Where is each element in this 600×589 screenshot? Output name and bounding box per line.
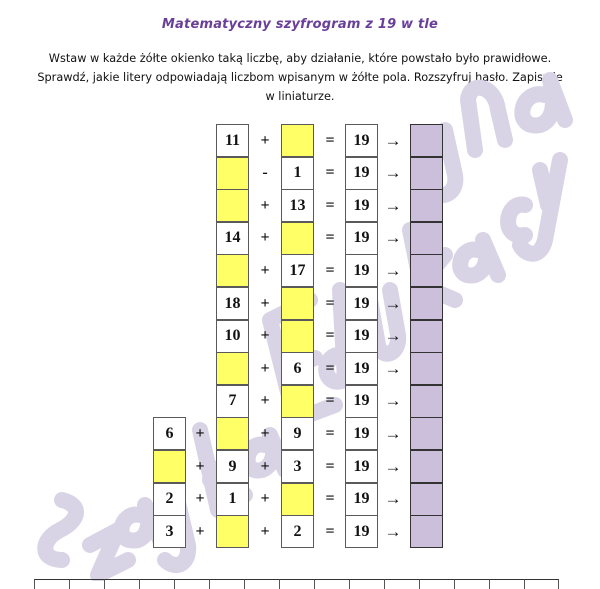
number-box: 18 bbox=[216, 287, 249, 320]
arrow-right-icon: → bbox=[384, 423, 402, 443]
equals-sign: = bbox=[325, 196, 335, 214]
number-box: 6 bbox=[153, 417, 186, 450]
number-box: 14 bbox=[216, 222, 249, 255]
letter-box[interactable] bbox=[410, 417, 443, 450]
equals-sign: = bbox=[325, 359, 335, 377]
answer-input-box[interactable] bbox=[216, 417, 249, 450]
plus-sign: + bbox=[260, 359, 270, 377]
result-box: 19 bbox=[345, 157, 378, 190]
equals-sign: = bbox=[325, 131, 335, 149]
arrow-right-icon: → bbox=[384, 521, 402, 541]
arrow-right-icon: → bbox=[384, 489, 402, 509]
plus-sign: + bbox=[260, 229, 270, 247]
equals-sign: = bbox=[325, 522, 335, 540]
result-box: 19 bbox=[345, 385, 378, 418]
arrow-right-icon: → bbox=[384, 358, 402, 378]
result-box: 19 bbox=[345, 483, 378, 516]
equals-sign: = bbox=[325, 424, 335, 442]
letter-box[interactable] bbox=[410, 157, 443, 190]
worksheet-title: Matematyczny szyfrogram z 19 w tle bbox=[161, 17, 439, 32]
plus-sign: + bbox=[260, 392, 270, 410]
result-box: 19 bbox=[345, 254, 378, 287]
arrow-right-icon: → bbox=[384, 195, 402, 215]
answer-input-box[interactable] bbox=[153, 450, 186, 483]
arrow-right-icon: → bbox=[384, 130, 402, 150]
plus-sign: + bbox=[195, 424, 205, 442]
letter-box[interactable] bbox=[410, 222, 443, 255]
arrow-right-icon: → bbox=[384, 293, 402, 313]
arrow-right-icon: → bbox=[384, 228, 402, 248]
plus-sign: + bbox=[195, 457, 205, 475]
letter-box[interactable] bbox=[410, 515, 443, 548]
number-box: 9 bbox=[216, 450, 249, 483]
answer-input-box[interactable] bbox=[216, 189, 249, 222]
minus-sign: - bbox=[262, 164, 268, 182]
plus-sign: + bbox=[260, 490, 270, 508]
answer-input-box[interactable] bbox=[281, 483, 314, 516]
number-box: 9 bbox=[281, 417, 314, 450]
arrow-right-icon: → bbox=[384, 391, 402, 411]
answer-input-box[interactable] bbox=[281, 287, 314, 320]
number-box: 1 bbox=[216, 483, 249, 516]
answer-input-box[interactable] bbox=[216, 352, 249, 385]
equals-sign: = bbox=[325, 327, 335, 345]
letter-box[interactable] bbox=[410, 352, 443, 385]
plus-sign: + bbox=[260, 457, 270, 475]
answer-input-box[interactable] bbox=[281, 385, 314, 418]
number-box: 2 bbox=[281, 515, 314, 548]
result-box: 19 bbox=[345, 287, 378, 320]
result-box: 19 bbox=[345, 189, 378, 222]
plus-sign: + bbox=[260, 196, 270, 214]
instructions-line-3: w liniaturze. bbox=[265, 90, 335, 103]
number-box: 11 bbox=[216, 124, 249, 157]
number-box: 3 bbox=[281, 450, 314, 483]
arrow-right-icon: → bbox=[384, 260, 402, 280]
equals-sign: = bbox=[325, 261, 335, 279]
letter-box[interactable] bbox=[410, 287, 443, 320]
instructions bbox=[20, 49, 580, 106]
plus-sign: + bbox=[260, 294, 270, 312]
answer-input-box[interactable] bbox=[281, 124, 314, 157]
result-box: 19 bbox=[345, 352, 378, 385]
equals-sign: = bbox=[325, 392, 335, 410]
letter-box[interactable] bbox=[410, 254, 443, 287]
arrow-right-icon: → bbox=[384, 456, 402, 476]
plus-sign: + bbox=[260, 327, 270, 345]
number-box: 2 bbox=[153, 483, 186, 516]
letter-box[interactable] bbox=[410, 320, 443, 353]
plus-sign: + bbox=[195, 490, 205, 508]
plus-sign: + bbox=[260, 131, 270, 149]
result-box: 19 bbox=[345, 124, 378, 157]
instructions-line-2: Sprawdź, jakie litery odpowiadają liczbom wpisanym w żółte pola. Rozszyfruj hasło. Zapisz je bbox=[37, 71, 563, 84]
letter-box[interactable] bbox=[410, 450, 443, 483]
letter-box[interactable] bbox=[410, 483, 443, 516]
plus-sign: + bbox=[260, 261, 270, 279]
number-box: 13 bbox=[281, 189, 314, 222]
equals-sign: = bbox=[325, 490, 335, 508]
answer-input-box[interactable] bbox=[216, 254, 249, 287]
plus-sign: + bbox=[260, 424, 270, 442]
arrow-right-icon: → bbox=[384, 163, 402, 183]
letter-box[interactable] bbox=[410, 189, 443, 222]
number-box: 6 bbox=[281, 352, 314, 385]
number-box: 10 bbox=[216, 320, 249, 353]
number-box: 3 bbox=[153, 515, 186, 548]
number-box: 7 bbox=[216, 385, 249, 418]
number-box: 1 bbox=[281, 157, 314, 190]
answer-input-box[interactable] bbox=[281, 222, 314, 255]
answer-input-box[interactable] bbox=[281, 320, 314, 353]
result-box: 19 bbox=[345, 222, 378, 255]
plus-sign: + bbox=[195, 522, 205, 540]
equals-sign: = bbox=[325, 229, 335, 247]
letter-box[interactable] bbox=[410, 124, 443, 157]
answer-input-box[interactable] bbox=[216, 515, 249, 548]
result-box: 19 bbox=[345, 515, 378, 548]
equals-sign: = bbox=[325, 294, 335, 312]
number-box: 17 bbox=[281, 254, 314, 287]
answer-input-box[interactable] bbox=[216, 157, 249, 190]
letter-box[interactable] bbox=[410, 385, 443, 418]
result-box: 19 bbox=[345, 450, 378, 483]
equals-sign: = bbox=[325, 164, 335, 182]
equals-sign: = bbox=[325, 457, 335, 475]
plus-sign: + bbox=[260, 522, 270, 540]
instructions-line-1: Wstaw w każde żółte okienko taką liczbę, aby działanie, które powstało było prawidłowe. bbox=[48, 52, 552, 65]
result-box: 19 bbox=[345, 417, 378, 450]
arrow-right-icon: → bbox=[384, 326, 402, 346]
result-box: 19 bbox=[345, 320, 378, 353]
